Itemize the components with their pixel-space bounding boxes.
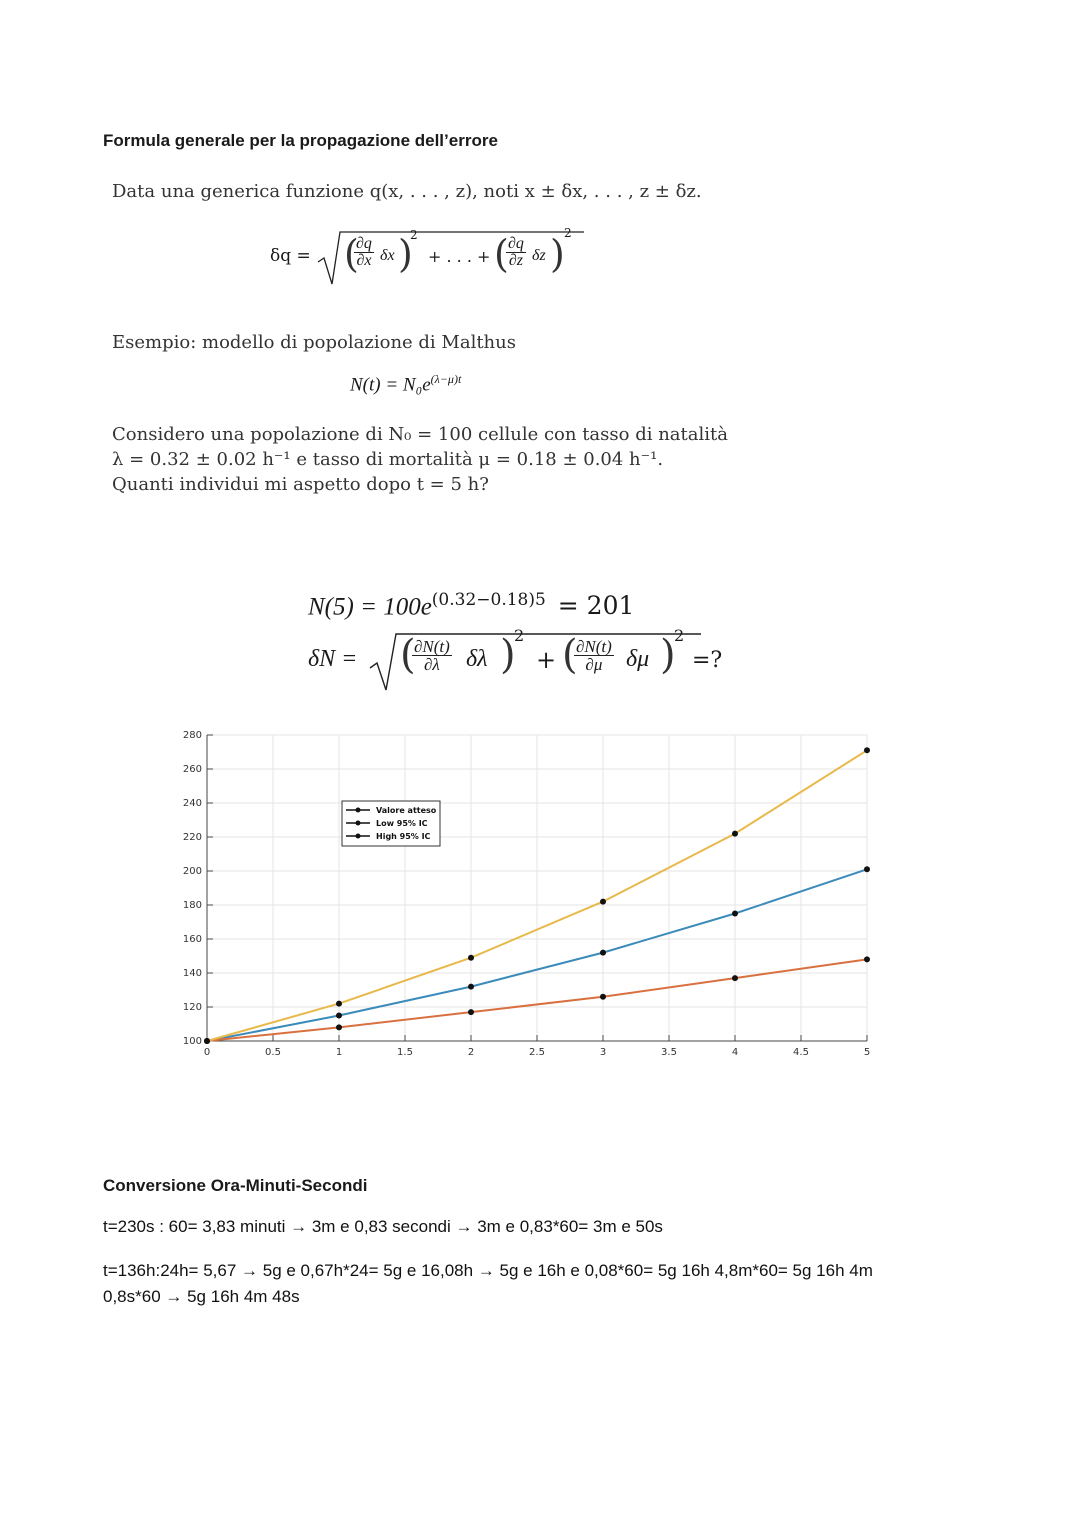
- chart-axes: [183, 730, 870, 1058]
- y-tick-label: 100: [182, 1036, 202, 1047]
- x-tick-label: 0.5: [265, 1047, 281, 1058]
- problem-line-2: λ = 0.32 ± 0.02 h⁻¹ e tasso di mortalità μ = 0.18 ± 0.04 h⁻¹.: [112, 449, 664, 470]
- error-formula: δN = ( $\frac{\partial N(t)}{\partial\lambda}$ δλ ) 2 + ( $\frac{\partial N(t)}{\partial\mu}$ δμ ) 2 =?: [308, 626, 758, 696]
- data-point: [732, 975, 738, 981]
- problem-line-1: Considero una popolazione di N₀ = 100 cellule con tasso di natalità: [112, 424, 728, 445]
- population-chart: [170, 725, 890, 1070]
- x-tick-label: 3.5: [661, 1047, 677, 1058]
- data-point: [336, 1001, 342, 1007]
- x-tick-label: 2: [467, 1047, 475, 1058]
- conversion-line-2a: t=136h:24h= 5,67 → 5g e 0,67h*24= 5g e 16,08h → 5g e 16h e 0,08*60= 5g 16h 4,8m*60= 5g 16h 4m: [103, 1261, 873, 1280]
- conversion-line-2b: 0,8s*60 → 5g 16h 4m 48s: [103, 1287, 300, 1306]
- y-tick-label: 220: [182, 832, 202, 843]
- x-tick-label: 4: [731, 1047, 739, 1058]
- heading-time-conversion: Conversione Ora-Minuti-Secondi: [103, 1176, 368, 1195]
- data-point: [600, 899, 606, 905]
- x-tick-label: 0: [203, 1047, 211, 1058]
- data-point: [468, 984, 474, 990]
- y-tick-label: 180: [182, 900, 202, 911]
- legend-label: Low 95% IC: [376, 819, 428, 828]
- result-formula: $N(5) = 100e^{(0.32-0.18)5} = 201$: [308, 590, 635, 621]
- formula-error-propagation: δq = ( $\frac{\partial q}{\partial x}$ δx ) 2 + . . . + ( $\frac{\partial q}{\partial z}$ δz ) 2: [270, 226, 590, 288]
- chart-legend: [342, 801, 440, 846]
- malthus-model: $N(t) = N_0e^{(\lambda-\mu)t}$: [350, 372, 462, 396]
- y-tick-label: 160: [182, 934, 202, 945]
- data-point: [864, 956, 870, 962]
- y-tick-label: 280: [182, 730, 202, 741]
- data-point: [732, 831, 738, 837]
- conversion-line-1: t=230s : 60= 3,83 minuti → 3m e 0,83 secondi → 3m e 0,83*60= 3m e 50s: [103, 1217, 663, 1236]
- conversion-line-2: [103, 1258, 1003, 1310]
- data-point: [336, 1024, 342, 1030]
- data-point: [600, 950, 606, 956]
- data-point: [732, 911, 738, 917]
- x-tick-label: 2.5: [529, 1047, 545, 1058]
- legend-marker: [356, 821, 361, 826]
- data-point: [468, 955, 474, 961]
- data-point: [864, 747, 870, 753]
- chart-grid: [207, 735, 867, 1041]
- heading-error-propagation: Formula generale per la propagazione dell’errore: [103, 131, 498, 150]
- data-point: [468, 1009, 474, 1015]
- legend-label: Valore atteso: [376, 806, 437, 815]
- y-tick-label: 120: [182, 1002, 202, 1013]
- y-tick-label: 240: [182, 798, 202, 809]
- x-tick-label: 1: [335, 1047, 343, 1058]
- data-point: [336, 1013, 342, 1019]
- y-tick-label: 260: [182, 764, 202, 775]
- legend-marker: [356, 808, 361, 813]
- intro-text: Data una generica funzione q(x, . . . , z), noti x ± δx, . . . , z ± δz.: [112, 181, 702, 202]
- data-point: [204, 1038, 210, 1044]
- x-tick-label: 1.5: [397, 1047, 413, 1058]
- data-point: [600, 994, 606, 1000]
- data-point: [864, 866, 870, 872]
- example-text: Esempio: modello di popolazione di Malthus: [112, 332, 516, 353]
- problem-text: [112, 422, 728, 497]
- y-tick-label: 140: [182, 968, 202, 979]
- x-tick-label: 3: [599, 1047, 607, 1058]
- legend-marker: [356, 834, 361, 839]
- problem-line-3: Quanti individui mi aspetto dopo t = 5 h?: [112, 474, 489, 495]
- legend-label: High 95% IC: [376, 832, 431, 841]
- x-tick-label: 4.5: [793, 1047, 809, 1058]
- y-tick-label: 200: [182, 866, 202, 877]
- formula-lhs: δq =: [270, 246, 311, 266]
- x-tick-label: 5: [863, 1047, 871, 1058]
